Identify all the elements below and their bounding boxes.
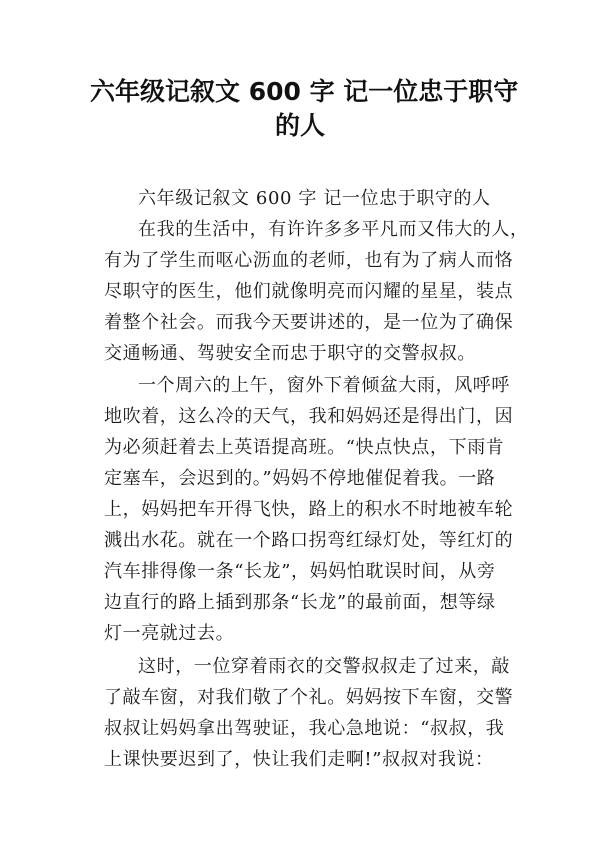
paragraph-line: 一个周六的上午，窗外下着倾盆大雨，风呼呼 xyxy=(138,375,510,396)
paragraph-line: 为必须赶着去上英语提高班。“快点快点，下雨肯 xyxy=(104,437,505,458)
paragraph-line: 上，妈妈把车开得飞快，路上的积水不时地被车轮 xyxy=(104,499,514,520)
subtitle-line: 六年级记叙文 600 字 记一位忠于职守的人 xyxy=(138,188,491,209)
paragraph-line: 汽车排得像一条“长龙”，妈妈怕耽误时间，从旁 xyxy=(104,561,496,582)
paragraph-line: 边直行的路上插到那条“长龙”的最前面，想等绿 xyxy=(104,592,496,613)
paragraph-line: 尽职守的医生，他们就像明亮而闪耀的星星，装点 xyxy=(104,281,514,302)
paragraph-line: 着整个社会。而我今天要讲述的，是一位为了确保 xyxy=(104,312,514,333)
paragraph-line: 灯一亮就过去。 xyxy=(104,623,235,644)
paragraph-line: 地吹着，这么冷的天气，我和妈妈还是得出门，因 xyxy=(104,406,514,427)
paragraph-line: 这时，一位穿着雨衣的交警叔叔走了过来，敲 xyxy=(138,656,510,677)
paragraph-line: 交通畅通、驾驶安全而忠于职守的交警叔叔。 xyxy=(104,343,476,364)
paragraph-line: 在我的生活中，有许许多多平凡而又伟大的人， xyxy=(138,219,529,240)
paragraph-line: 有为了学生而呕心沥血的老师，也有为了病人而恪 xyxy=(104,250,514,271)
document-title-line-2: 的人 xyxy=(274,111,325,140)
document-title-line-1: 六年级记叙文 600 字 记一位忠于职守 xyxy=(90,77,519,106)
paragraph-line: 叔叔让妈妈拿出驾驶证，我心急地说：“叔叔，我 xyxy=(104,718,505,739)
paragraph-line: 了敲车窗，对我们敬了个礼。妈妈按下车窗，交警 xyxy=(104,687,514,708)
paragraph-line: 定塞车，会迟到的。”妈妈不停地催促着我。一路 xyxy=(104,468,496,489)
paragraph-line: 溅出水花。就在一个路口拐弯红绿灯处，等红灯的 xyxy=(104,530,514,551)
paragraph-line: 上课快要迟到了，快让我们走啊!”叔叔对我说： xyxy=(104,749,494,770)
